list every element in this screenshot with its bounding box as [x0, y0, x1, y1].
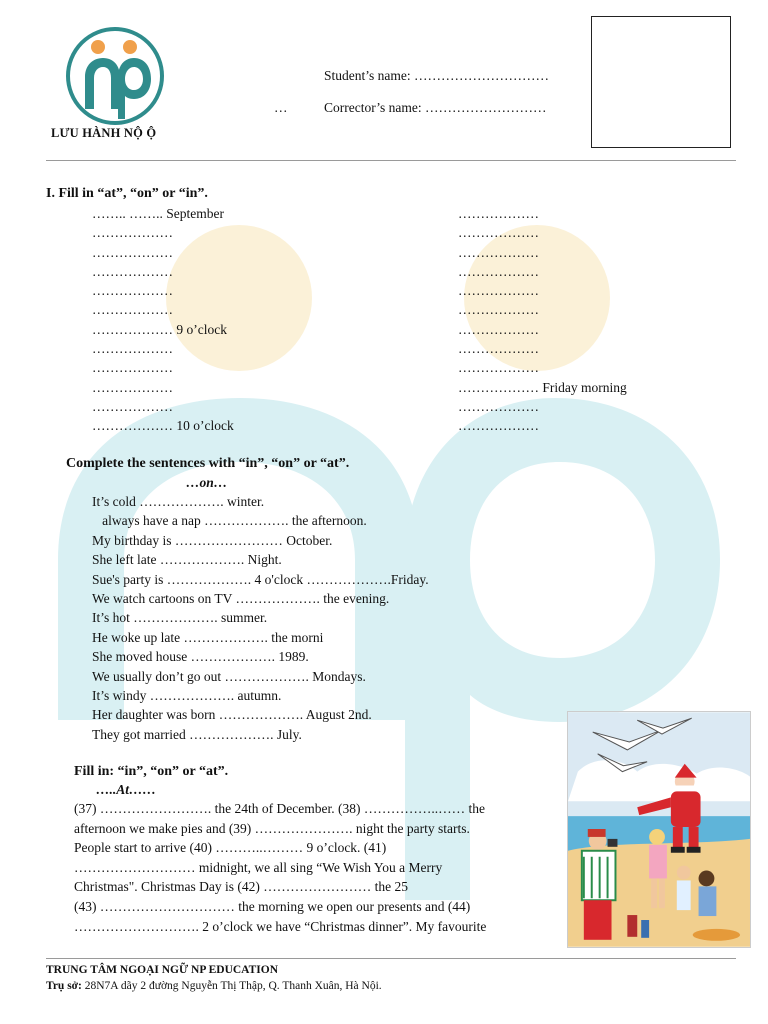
exercise-1-item: ……………… Friday morning [458, 379, 627, 395]
exercise-2-sentence: We watch cartoons on TV ………………. the evening. [92, 590, 390, 606]
exercise-1-item: ……………… [92, 302, 173, 318]
exercise-2-sentence: always have a nap ………………. the afternoon. [92, 513, 367, 529]
exercise-1-item: ……………… [92, 225, 173, 241]
exercise-1-item: ……………… [458, 206, 539, 221]
exercise-1-item: ……………… [458, 244, 539, 260]
exercise-1-item: ……………… [458, 418, 539, 434]
footer-divider [46, 958, 736, 959]
christmas-beach-illustration [567, 711, 751, 948]
exercise-2-sentence: It’s windy ………………. autumn. [92, 687, 282, 703]
student-name-field: Student’s name: ………………………… [324, 68, 549, 83]
exercise-1-item: ……………… [458, 398, 539, 414]
header-divider [46, 160, 736, 161]
exercise-2-title: Complete the sentences with “in”, “on” or “at”. [66, 456, 350, 471]
footer-org-name: TRUNG TÂM NGOẠI NGỮ NP EDUCATION [46, 964, 279, 976]
exercise-1-item: ……………… [458, 263, 539, 279]
exercise-2-example: …on… [186, 475, 228, 490]
exercise-1-left-column [92, 204, 234, 436]
paragraph-line-text: afternoon we make pies and (39) …………………. night the party starts. [74, 820, 470, 836]
exercise-1-item: ……………… [458, 341, 539, 357]
paragraph-line [74, 858, 556, 878]
exercise-1-item: ……………… [92, 283, 173, 299]
exercise-2-sentence: She left late ………………. Night. [92, 552, 282, 568]
exercise-3-example: …..At…… [96, 782, 157, 797]
paragraph-line-text: ………………………. 2 o’clock we have “Christmas dinner”. My favourite [74, 918, 487, 934]
paragraph-line-text: Christmas". Christmas Day is (42) …………………… the 25 [74, 879, 408, 895]
score-box [591, 16, 731, 148]
exercise-1-item: ……………… 10 o’clock [92, 418, 234, 434]
paragraph-line-text: ……………………… midnight, we all sing “We Wish You a Merry [74, 859, 443, 875]
exercise-2-sentence: It’s hot ………………. summer. [92, 610, 268, 626]
exercise-1-right-column [458, 204, 627, 436]
footer-address-label: Trụ sở: [46, 980, 82, 992]
exercise-2-sentence: My birthday is …………………… October. [92, 532, 333, 548]
exercise-2-sentence: It’s cold ………………. winter. [92, 494, 265, 509]
paragraph-line [74, 799, 556, 819]
exercise-1-title: I. Fill in “at”, “on” or “in”. [46, 186, 208, 201]
paragraph-line [74, 897, 556, 917]
exercise-3-title: Fill in: “in”, “on” or “at”. [74, 764, 229, 779]
np-education-logo [63, 27, 167, 125]
paragraph-line-text: People start to arrive (40) ………..……… 9 o’clock. (41) [74, 840, 387, 856]
exercise-2-sentence: They got married ………………. July. [92, 726, 302, 742]
exercise-1-item: ……………… [458, 321, 539, 337]
exercise-1-item: ……………… [458, 360, 539, 376]
exercise-2-sentence: Sue's party is ………………. 4 o'clock ……………….Friday. [92, 571, 429, 587]
paragraph-line-text: (43) ………………………… the morning we open our presents and (44) [74, 898, 471, 914]
org-label: LƯU HÀNH NỘ Ộ [51, 126, 157, 140]
exercise-2-sentence: Her daughter was born ………………. August 2nd. [92, 707, 372, 723]
footer-address-text: 28N7A dãy 2 đường Nguyễn Thị Thập, Q. Thanh Xuân, Hà Nội. [81, 980, 382, 992]
exercise-3-paragraph [74, 799, 556, 936]
exercise-2-sentences [92, 492, 429, 744]
exercise-1-item: ……………… [92, 398, 173, 414]
paragraph-line [74, 917, 556, 937]
paragraph-line [74, 838, 556, 858]
exercise-2-sentence: He woke up late ………………. the morni [92, 629, 324, 645]
paragraph-line [74, 819, 556, 839]
exercise-1-item: ……………… [458, 283, 539, 299]
exercise-1-item: ……………… [92, 244, 173, 260]
corrector-dots: … [274, 100, 288, 115]
exercise-1-item: ……………… [92, 360, 173, 376]
exercise-1-item: ……………… [92, 263, 173, 279]
paragraph-line-text: (37) ……………………. the 24th of December. (38) ……………..…… the [74, 801, 485, 816]
exercise-2-sentence: She moved house ………………. 1989. [92, 649, 309, 665]
exercise-1-item: ……………… [458, 225, 539, 241]
exercise-1-item: …….. …….. September [92, 206, 224, 221]
paragraph-line [74, 877, 556, 897]
footer-address [46, 980, 382, 992]
exercise-1-item: ……………… 9 o’clock [92, 321, 227, 337]
exercise-1-item: ……………… [92, 379, 173, 395]
corrector-name-field: Corrector’s name: ……………………… [324, 100, 547, 115]
exercise-1-item: ……………… [458, 302, 539, 318]
exercise-1-item: ……………… [92, 341, 173, 357]
exercise-2-sentence: We usually don’t go out ………………. Mondays. [92, 668, 366, 684]
